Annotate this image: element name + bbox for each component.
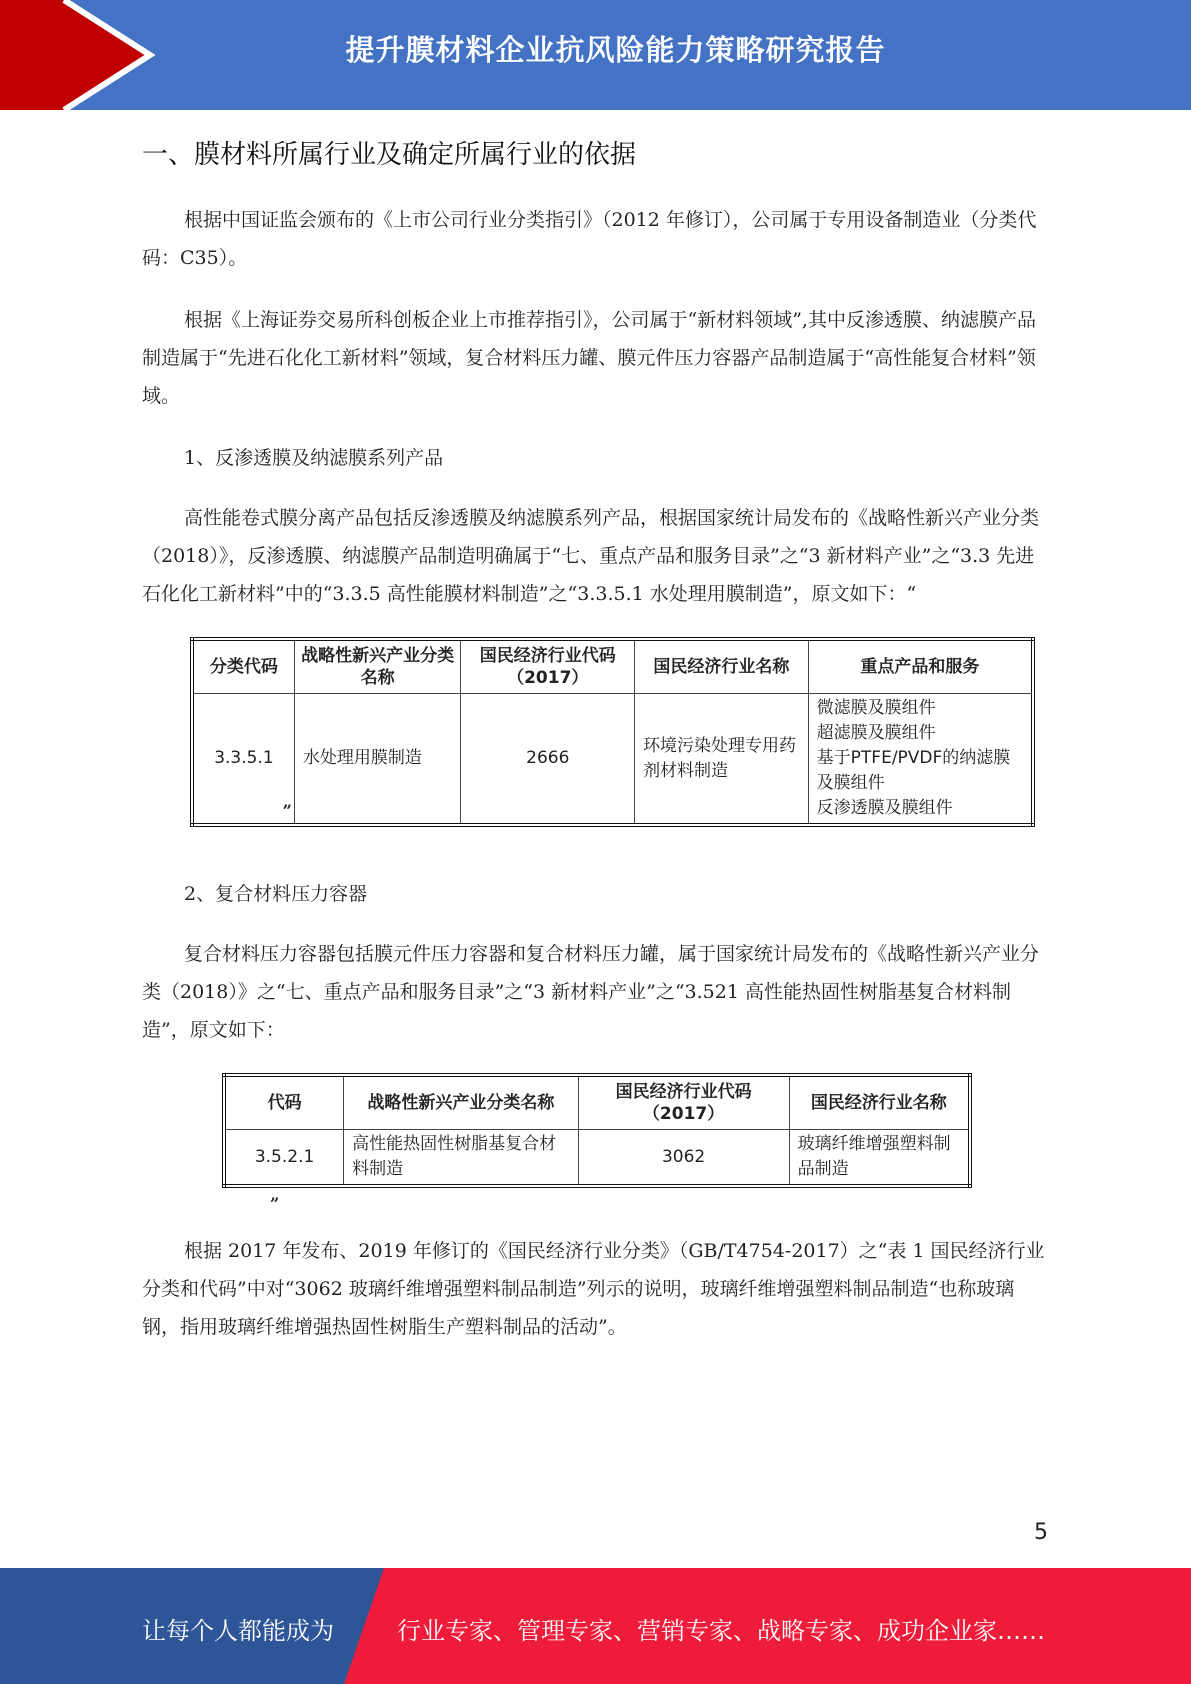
page-content bbox=[142, 128, 1048, 1370]
table2-cell-name: 高性能热固性树脂基复合材料制造 bbox=[344, 1130, 578, 1187]
table2-header-industry-code: 国民经济行业代码（2017） bbox=[578, 1075, 789, 1130]
table2-cell-industry-name: 玻璃纤维增强塑料制品制造 bbox=[789, 1130, 970, 1187]
table1-header-products: 重点产品和服务 bbox=[808, 639, 1033, 694]
table1-cell-industry-code: 2666 bbox=[461, 694, 635, 826]
closing-quote: ” bbox=[270, 1194, 280, 1213]
classification-table-1 bbox=[190, 637, 1035, 827]
page-number: 5 bbox=[1034, 1520, 1048, 1545]
classification-table-2 bbox=[222, 1073, 972, 1188]
product-item: 反渗透膜及膜组件 bbox=[816, 798, 953, 818]
table2-cell-code: 3.5.2.1 bbox=[224, 1130, 344, 1187]
table1-cell-industry-name: 环境污染处理专用药剂材料制造 bbox=[635, 694, 809, 826]
table1-header-code: 分类代码 bbox=[192, 639, 294, 694]
table1-cell-name: 水处理用膜制造 bbox=[294, 694, 461, 826]
footer-slogan-left: 让每个人都能成为 bbox=[142, 1617, 334, 1645]
closing-quote: ” bbox=[282, 801, 292, 820]
table1-cell-code: 3.3.5.1 ” bbox=[192, 694, 294, 826]
paragraph-5: 根据 2017 年发布、2019 年修订的《国民经济行业分类》（GB/T4754-2017）之“表 1 国民经济行业分类和代码”中对“3062 玻璃纤维增强塑料制品制造”列示的说明，玻璃纤维增强塑料制品制造“也称玻璃钢，指用玻璃纤维增强热固性树脂生产塑料制品的活动”。 bbox=[142, 1240, 1045, 1338]
table2-header-code: 代码 bbox=[224, 1075, 344, 1130]
table2-header-name: 战略性新兴产业分类名称 bbox=[344, 1075, 578, 1130]
product-item: 微滤膜及膜组件 bbox=[816, 698, 936, 718]
table2-cell-industry-code: 3062 bbox=[578, 1130, 789, 1187]
table-row bbox=[224, 1130, 970, 1187]
paragraph-2: 根据《上海证券交易所科创板企业上市推荐指引》，公司属于“新材料领域”,其中反渗透膜、纳滤膜产品制造属于“先进石化化工新材料”领域，复合材料压力罐、膜元件压力容器产品制造属于“高性能复合材料”领域。 bbox=[142, 309, 1036, 407]
table1-header-name: 战略性新兴产业分类名称 bbox=[294, 639, 461, 694]
paragraph-1: 根据中国证监会颁布的《上市公司行业分类指引》（2012 年修订），公司属于专用设备制造业（分类代码：C35）。 bbox=[142, 209, 1037, 269]
footer-slogan-right: 行业专家、管理专家、营销专家、战略专家、成功企业家…… bbox=[397, 1617, 1045, 1645]
table1-cell-products bbox=[808, 694, 1033, 826]
paragraph-3: 高性能卷式膜分离产品包括反渗透膜及纳滤膜系列产品，根据国家统计局发布的《战略性新兴产业分类（2018）》，反渗透膜、纳滤膜产品制造明确属于“七、重点产品和服务目录”之“3 新材料产业”之“3.3 先进石化化工新材料”中的“3.3.5 高性能膜材料制造”之“3.3.5.1 水处理用膜制造”，原文如下：“ bbox=[142, 507, 1040, 605]
product-item: 基于PTFE/PVDF的纳滤膜及膜组件 bbox=[816, 748, 1011, 793]
header-banner bbox=[0, 0, 1191, 110]
paragraph-4: 复合材料压力容器包括膜元件压力容器和复合材料压力罐，属于国家统计局发布的《战略性新兴产业分类（2018）》之“七、重点产品和服务目录”之“3 新材料产业”之“3.521 高性能热固性树脂基复合材料制造”，原文如下： bbox=[142, 943, 1040, 1041]
table-row bbox=[192, 694, 1033, 826]
subheading-2: 2、复合材料压力容器 bbox=[184, 883, 368, 905]
table1-header-industry-code: 国民经济行业代码（2017） bbox=[461, 639, 635, 694]
table1-header-industry-name: 国民经济行业名称 bbox=[635, 639, 809, 694]
subheading-1: 1、反渗透膜及纳滤膜系列产品 bbox=[184, 447, 444, 469]
table2-header-industry-name: 国民经济行业名称 bbox=[789, 1075, 970, 1130]
report-title: 提升膜材料企业抗风险能力策略研究报告 bbox=[345, 33, 886, 67]
product-item: 超滤膜及膜组件 bbox=[816, 723, 936, 743]
section-heading: 一、膜材料所属行业及确定所属行业的依据 bbox=[142, 140, 637, 170]
